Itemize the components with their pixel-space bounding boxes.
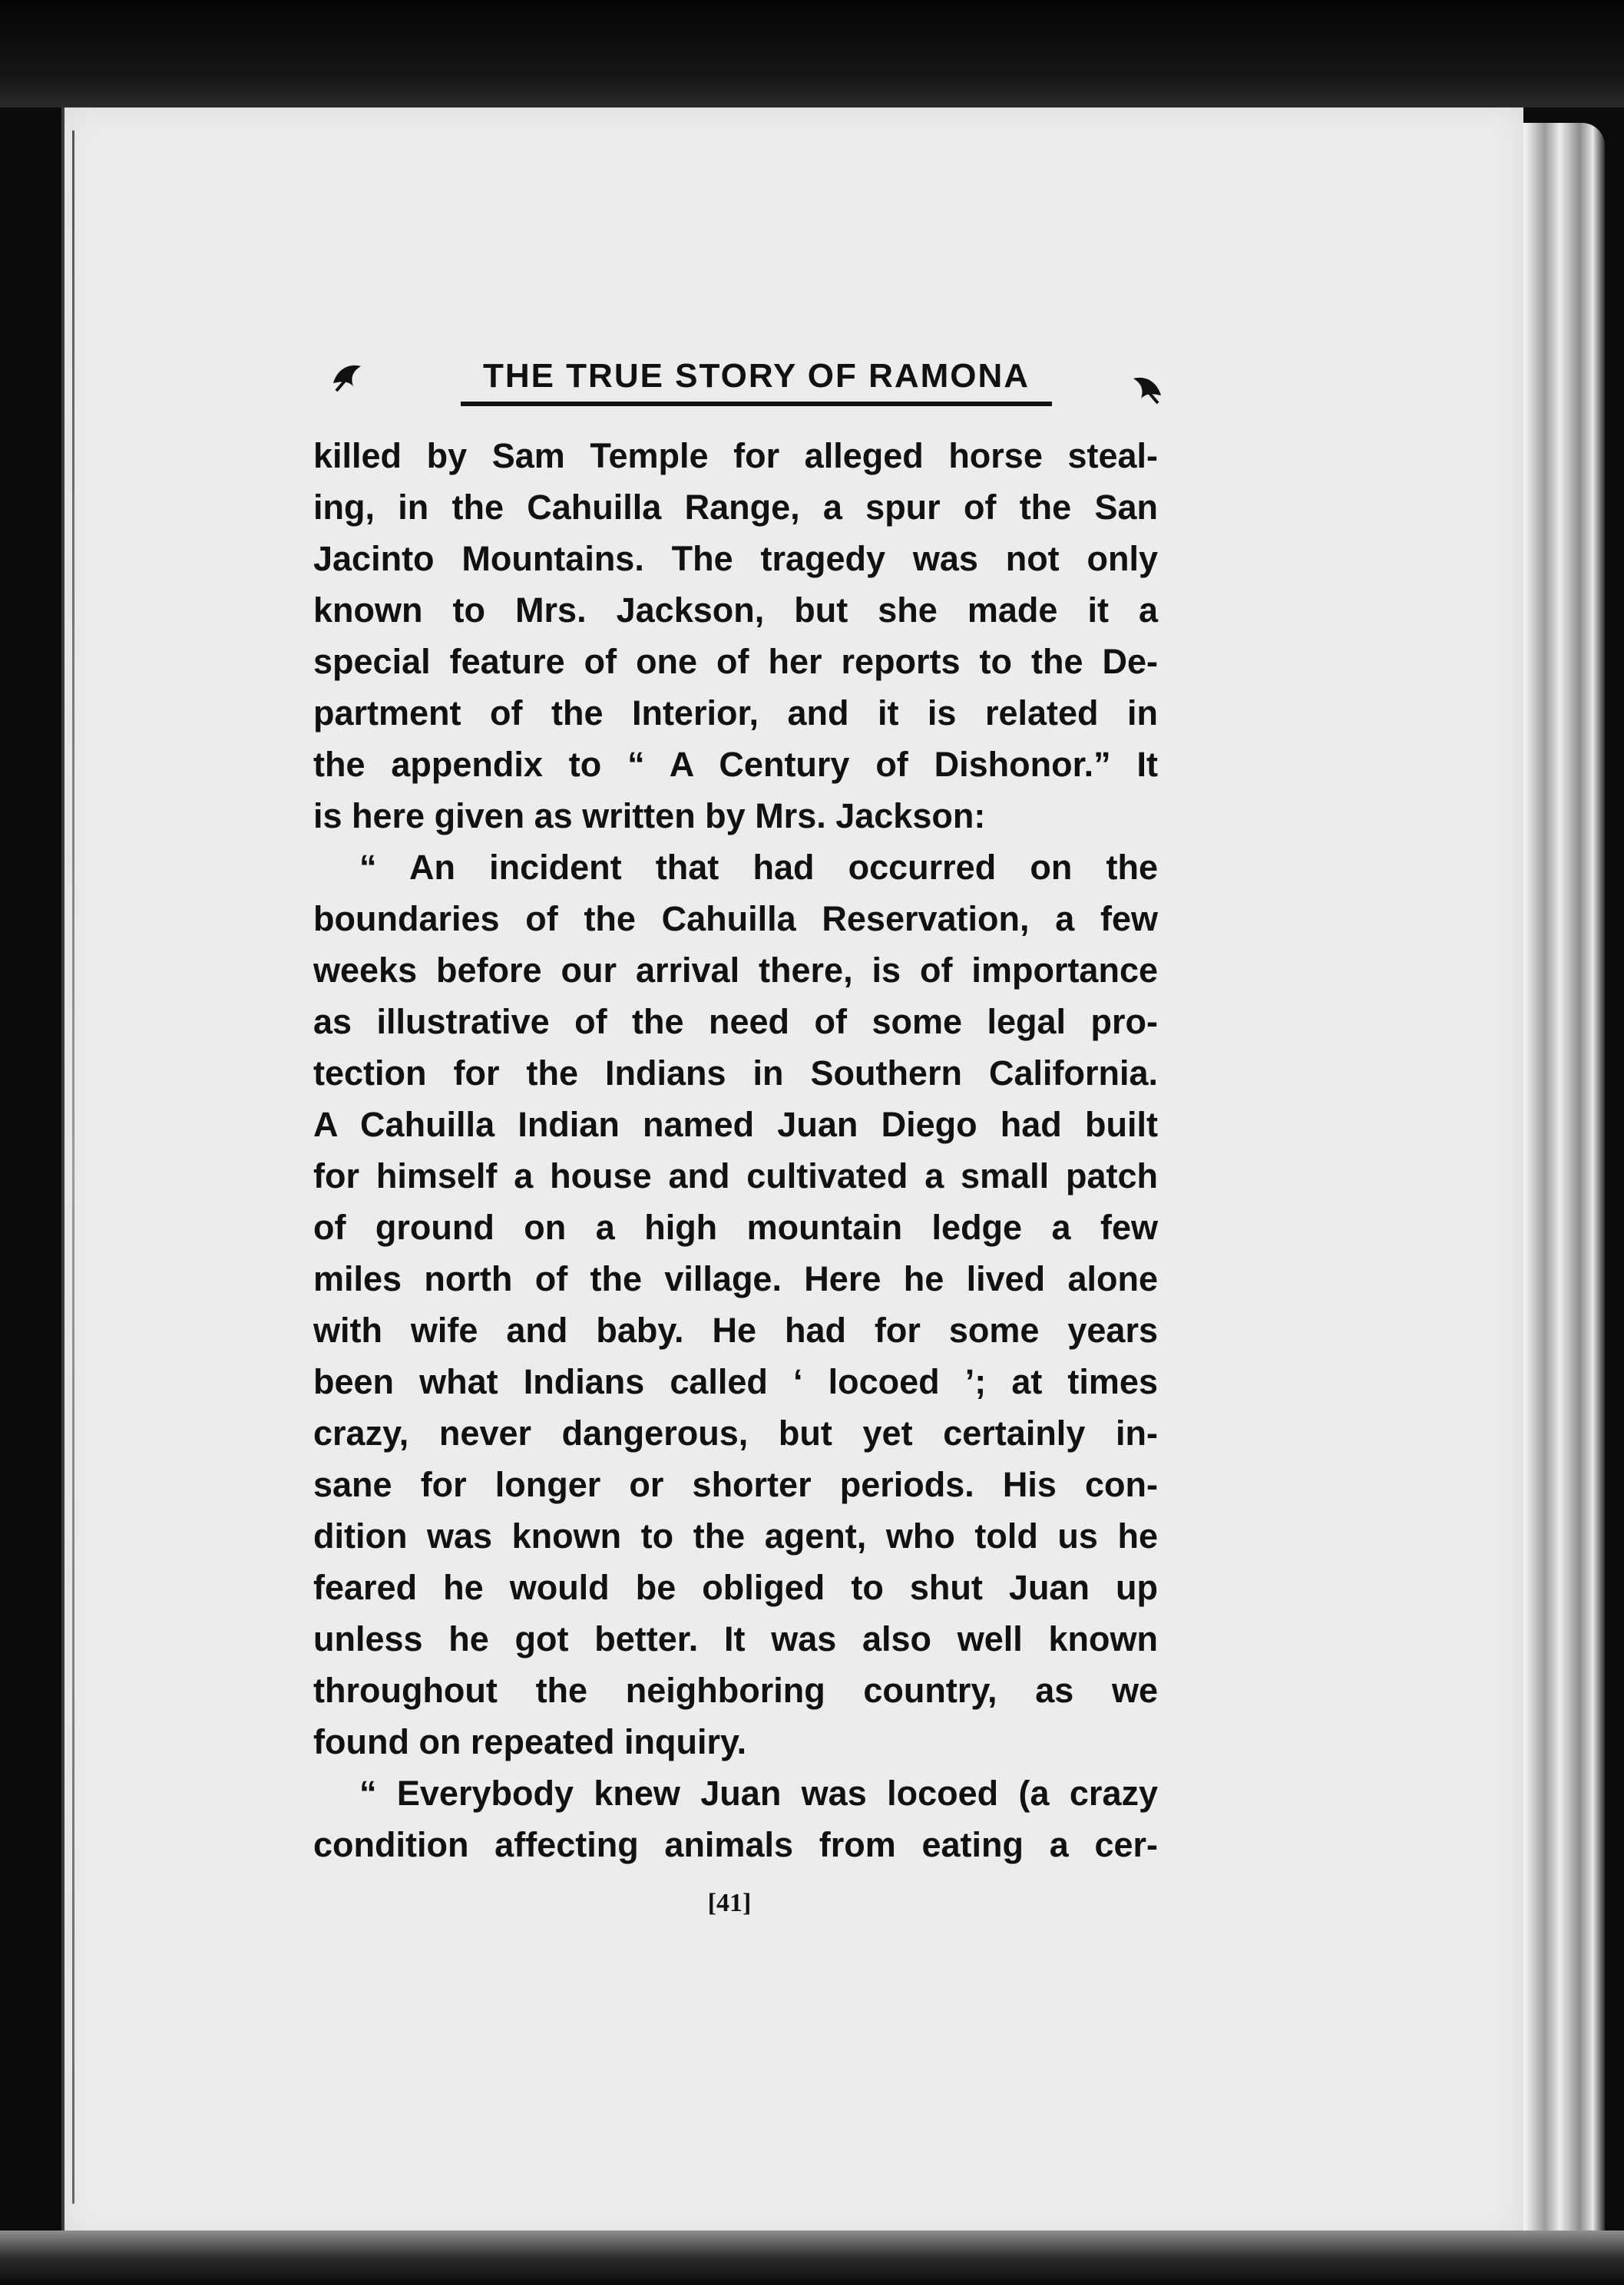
text-line: “ An incident that had occurred on the — [359, 848, 1158, 887]
running-head-title: THE TRUE STORY OF RAMONA — [482, 357, 1030, 395]
text-line: ing, in the Cahuilla Range, a spur of the San — [313, 488, 1158, 527]
text-line: special feature of one of her reports to the De- — [313, 642, 1158, 681]
page-number: [41] — [707, 1889, 752, 1917]
text-line: known to Mrs. Jackson, but she made it a — [313, 590, 1158, 630]
text-line: found on repeated inquiry. — [313, 1722, 747, 1761]
text-line: been what Indians called ‘ locoed ’; at times — [313, 1362, 1158, 1401]
text-line: boundaries of the Cahuilla Reservation, a few — [313, 899, 1158, 938]
text-line: crazy, never dangerous, but yet certainly in- — [313, 1414, 1158, 1453]
text-line: with wife and baby. He had for some years — [313, 1311, 1158, 1350]
running-head-rule — [461, 402, 1052, 406]
text-line: sane for longer or shorter periods. His con- — [313, 1465, 1158, 1504]
fleuron-ornament-icon — [1129, 372, 1164, 408]
text-line: the appendix to “ A Century of Dishonor.” It — [313, 745, 1158, 784]
running-head — [322, 349, 1167, 411]
text-line: partment of the Interior, and it is related in — [313, 693, 1158, 732]
fleuron-ornament-icon — [330, 360, 365, 395]
text-line: condition affecting animals from eating a cer- — [313, 1825, 1158, 1864]
text-line: of ground on a high mountain ledge a few — [313, 1208, 1158, 1247]
text-line: feared he would be obliged to shut Juan up — [313, 1568, 1158, 1607]
scan-dark-border-bottom — [0, 2230, 1624, 2285]
text-line: tection for the Indians in Southern California. — [313, 1053, 1158, 1093]
body-text — [313, 430, 1158, 1870]
text-line: “ Everybody knew Juan was locoed (a crazy — [359, 1774, 1158, 1813]
scan-dark-border-top — [0, 0, 1624, 107]
text-line: unless he got better. It was also well known — [313, 1619, 1158, 1658]
text-line: Jacinto Mountains. The tragedy was not only — [313, 539, 1158, 578]
text-line: for himself a house and cultivated a small patch — [313, 1156, 1158, 1195]
text-line: throughout the neighboring country, as we — [313, 1671, 1158, 1710]
text-line: weeks before our arrival there, is of importance — [313, 951, 1158, 990]
text-line: A Cahuilla Indian named Juan Diego had built — [313, 1105, 1158, 1144]
text-line: is here given as written by Mrs. Jackson: — [313, 796, 986, 835]
text-line: as illustrative of the need of some legal pro- — [313, 1002, 1158, 1041]
text-line: miles north of the village. Here he lived alone — [313, 1259, 1158, 1298]
text-line: killed by Sam Temple for alleged horse steal- — [313, 436, 1158, 475]
gutter-shadow — [72, 131, 74, 2204]
text-line: dition was known to the agent, who told us he — [313, 1516, 1158, 1556]
